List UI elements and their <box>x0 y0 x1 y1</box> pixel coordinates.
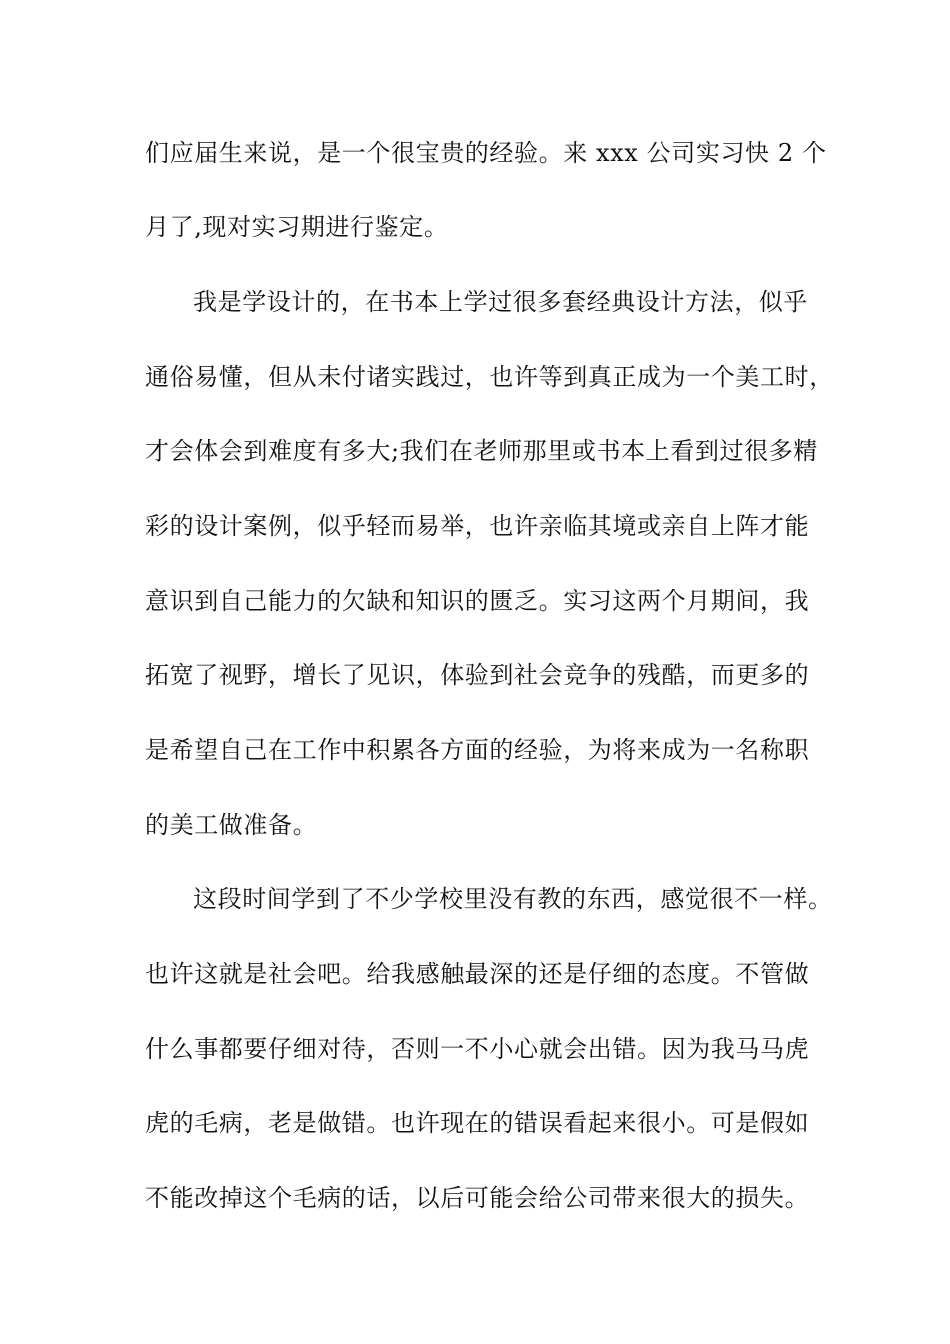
text-line: 们应届生来说，是一个很宝贵的经验。来 xxx 公司实习快 2 个 <box>145 139 827 167</box>
text-line: 彩的设计案例，似乎轻而易举，也许亲临其境或亲自上阵才能 <box>145 512 810 540</box>
text-line: 意识到自己能力的欠缺和知识的匮乏。实习这两个月期间，我 <box>145 587 810 615</box>
text-line: 通俗易懂，但从未付诸实践过，也许等到真正成为一个美工时， <box>145 363 834 391</box>
text-line: 才会体会到难度有多大;我们在老师那里或书本上看到过很多精 <box>145 437 818 465</box>
text-line: 也许这就是社会吧。给我感触最深的还是仔细的态度。不管做 <box>145 960 810 988</box>
text-line: 拓宽了视野，增长了见识，体验到社会竞争的残酷，而更多的 <box>145 661 810 689</box>
text-line: 的美工做准备。 <box>145 811 318 839</box>
text-line: 虎的毛病，老是做错。也许现在的错误看起来很小。可是假如 <box>145 1109 810 1137</box>
paragraph-start-line: 我是学设计的，在书本上学过很多套经典设计方法，似乎 <box>193 288 808 316</box>
text-line: 什么事都要仔细对待，否则一不小心就会出错。因为我马马虎 <box>145 1035 810 1063</box>
text-line: 是希望自己在工作中积累各方面的经验，为将来成为一名称职 <box>145 736 810 764</box>
text-line: 月了,现对实习期进行鉴定。 <box>145 213 449 241</box>
paragraph-start-line: 这段时间学到了不少学校里没有教的东西，感觉很不一样。 <box>193 885 833 913</box>
text-line: 不能改掉这个毛病的话，以后可能会给公司带来很大的损失。 <box>145 1184 810 1212</box>
